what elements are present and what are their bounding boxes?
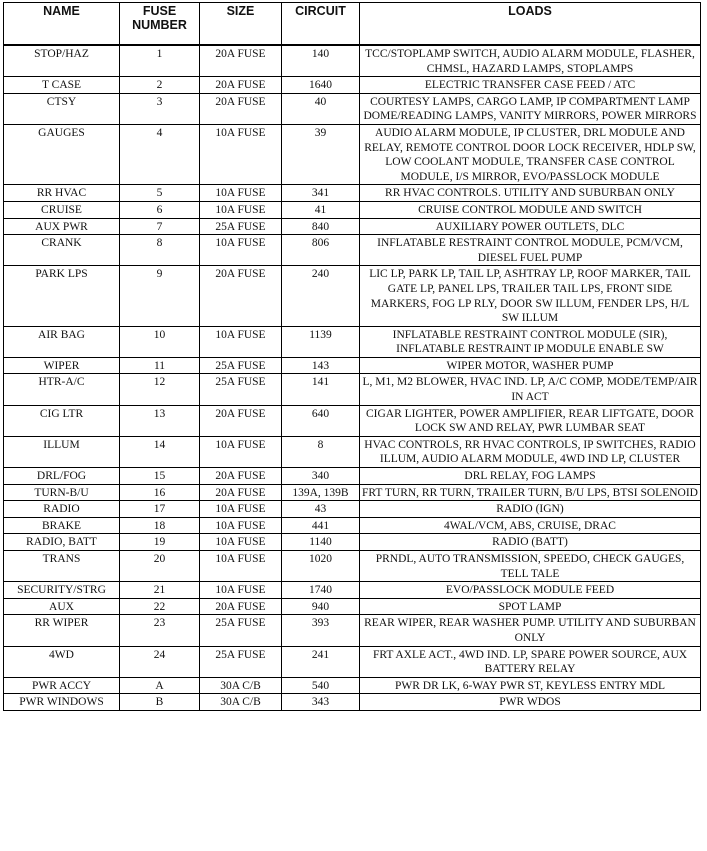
fuse-circuit-cell: 41 <box>282 201 360 218</box>
fuse-size-cell: 10A FUSE <box>200 124 282 184</box>
fuse-name-cell: PWR ACCY <box>4 677 120 694</box>
fuse-name-cell: CRUISE <box>4 201 120 218</box>
fuse-loads-cell: RR HVAC CONTROLS. UTILITY AND SUBURBAN ONLY <box>360 185 701 202</box>
fuse-circuit-cell: 340 <box>282 468 360 485</box>
fuse-name-cell: BRAKE <box>4 517 120 534</box>
fuse-name-cell: DRL/FOG <box>4 468 120 485</box>
table-row <box>4 201 701 218</box>
fuse-loads-cell: SPOT LAMP <box>360 598 701 615</box>
fuse-name-cell: TURN-B/U <box>4 484 120 501</box>
fuse-circuit-cell: 341 <box>282 185 360 202</box>
fuse-circuit-cell: 143 <box>282 357 360 374</box>
fuse-number-cell: 5 <box>120 185 200 202</box>
fuse-number-cell: 17 <box>120 501 200 518</box>
table-row <box>4 534 701 551</box>
fuse-size-cell: 20A FUSE <box>200 93 282 124</box>
fuse-circuit-cell: 241 <box>282 646 360 677</box>
fuse-name-cell: SECURITY/STRG <box>4 582 120 599</box>
fuse-number-cell: 16 <box>120 484 200 501</box>
fuse-number-cell: 4 <box>120 124 200 184</box>
fuse-number-cell: 19 <box>120 534 200 551</box>
table-row <box>4 374 701 405</box>
fuse-name-cell: PARK LPS <box>4 266 120 326</box>
fuse-circuit-cell: 40 <box>282 93 360 124</box>
table-row <box>4 405 701 436</box>
fuse-loads-cell: DRL RELAY, FOG LAMPS <box>360 468 701 485</box>
table-row <box>4 694 701 711</box>
table-row <box>4 124 701 184</box>
table-row <box>4 484 701 501</box>
table-row <box>4 93 701 124</box>
fuse-size-cell: 10A FUSE <box>200 517 282 534</box>
table-row <box>4 326 701 357</box>
fuse-number-cell: 24 <box>120 646 200 677</box>
fuse-name-cell: WIPER <box>4 357 120 374</box>
table-row <box>4 357 701 374</box>
fuse-loads-cell: PWR DR LK, 6-WAY PWR ST, KEYLESS ENTRY MDL <box>360 677 701 694</box>
fuse-circuit-cell: 141 <box>282 374 360 405</box>
fuse-name-cell: GAUGES <box>4 124 120 184</box>
fuse-circuit-cell: 1740 <box>282 582 360 599</box>
header-size: SIZE <box>200 3 282 46</box>
fuse-circuit-cell: 240 <box>282 266 360 326</box>
table-row <box>4 45 701 77</box>
fuse-number-cell: B <box>120 694 200 711</box>
fuse-name-cell: CTSY <box>4 93 120 124</box>
fuse-circuit-cell: 8 <box>282 436 360 467</box>
fuse-size-cell: 10A FUSE <box>200 436 282 467</box>
fuse-size-cell: 10A FUSE <box>200 582 282 599</box>
fuse-size-cell: 25A FUSE <box>200 357 282 374</box>
fuse-number-cell: 2 <box>120 77 200 94</box>
table-row <box>4 501 701 518</box>
fuse-name-cell: AUX PWR <box>4 218 120 235</box>
fuse-size-cell: 25A FUSE <box>200 218 282 235</box>
table-row <box>4 218 701 235</box>
fuse-name-cell: TRANS <box>4 551 120 582</box>
fuse-name-cell: STOP/HAZ <box>4 45 120 77</box>
table-row <box>4 77 701 94</box>
table-row <box>4 436 701 467</box>
fuse-loads-cell: EVO/PASSLOCK MODULE FEED <box>360 582 701 599</box>
fuse-name-cell: 4WD <box>4 646 120 677</box>
fuse-name-cell: RR HVAC <box>4 185 120 202</box>
fuse-number-cell: 22 <box>120 598 200 615</box>
fuse-number-cell: 3 <box>120 93 200 124</box>
fuse-loads-cell: RADIO (IGN) <box>360 501 701 518</box>
fuse-number-cell: 9 <box>120 266 200 326</box>
table-row <box>4 598 701 615</box>
fuse-loads-cell: ELECTRIC TRANSFER CASE FEED / ATC <box>360 77 701 94</box>
fuse-circuit-cell: 139A, 139B <box>282 484 360 501</box>
fuse-number-cell: 20 <box>120 551 200 582</box>
table-body <box>4 45 701 710</box>
header-circuit: CIRCUIT <box>282 3 360 46</box>
fuse-size-cell: 10A FUSE <box>200 326 282 357</box>
fuse-size-cell: 20A FUSE <box>200 77 282 94</box>
fuse-loads-cell: INFLATABLE RESTRAINT CONTROL MODULE (SIR), INFLATABLE RESTRAINT IP MODULE ENABLE SW <box>360 326 701 357</box>
fuse-name-cell: AIR BAG <box>4 326 120 357</box>
fuse-number-cell: 8 <box>120 235 200 266</box>
fuse-name-cell: T CASE <box>4 77 120 94</box>
fuse-number-cell: A <box>120 677 200 694</box>
fuse-size-cell: 30A C/B <box>200 694 282 711</box>
fuse-circuit-cell: 540 <box>282 677 360 694</box>
fuse-number-cell: 23 <box>120 615 200 646</box>
fuse-number-cell: 6 <box>120 201 200 218</box>
fuse-name-cell: RADIO <box>4 501 120 518</box>
fuse-loads-cell: HVAC CONTROLS, RR HVAC CONTROLS, IP SWITCHES, RADIO ILLUM, AUDIO ALARM MODULE, 4WD IND LP, CLUSTER <box>360 436 701 467</box>
fuse-name-cell: PWR WINDOWS <box>4 694 120 711</box>
header-row <box>4 3 701 46</box>
fuse-circuit-cell: 343 <box>282 694 360 711</box>
fuse-circuit-cell: 806 <box>282 235 360 266</box>
fuse-number-cell: 14 <box>120 436 200 467</box>
fuse-size-cell: 20A FUSE <box>200 484 282 501</box>
fuse-circuit-cell: 441 <box>282 517 360 534</box>
fuse-loads-cell: PWR WDOS <box>360 694 701 711</box>
fuse-loads-cell: CRUISE CONTROL MODULE AND SWITCH <box>360 201 701 218</box>
fuse-size-cell: 10A FUSE <box>200 551 282 582</box>
fuse-number-cell: 12 <box>120 374 200 405</box>
fuse-circuit-cell: 39 <box>282 124 360 184</box>
fuse-circuit-cell: 43 <box>282 501 360 518</box>
header-loads: LOADS <box>360 3 701 46</box>
fuse-size-cell: 25A FUSE <box>200 646 282 677</box>
table-row <box>4 185 701 202</box>
fuse-loads-cell: LIC LP, PARK LP, TAIL LP, ASHTRAY LP, ROOF MARKER, TAIL GATE LP, PANEL LPS, TRAILER TAIL LPS, FRONT SIDE MARKERS, FOG LP RLY, DOOR SW ILLUM, FENDER LPS, H/L SW ILLUM <box>360 266 701 326</box>
fuse-loads-cell: AUDIO ALARM MODULE, IP CLUSTER, DRL MODULE AND RELAY, REMOTE CONTROL DOOR LOCK RECEIVER, HDLP SW, LOW COOLANT MODULE, TRANSFER CASE CONTROL MODULE, I/S MIRROR, EVO/PASSLOCK MODULE <box>360 124 701 184</box>
fuse-number-cell: 7 <box>120 218 200 235</box>
table-row <box>4 677 701 694</box>
fuse-loads-cell: INFLATABLE RESTRAINT CONTROL MODULE, PCM/VCM, DIESEL FUEL PUMP <box>360 235 701 266</box>
fuse-number-cell: 15 <box>120 468 200 485</box>
fuse-loads-cell: FRT TURN, RR TURN, TRAILER TURN, B/U LPS, BTSI SOLENOID <box>360 484 701 501</box>
fuse-size-cell: 20A FUSE <box>200 45 282 77</box>
table-row <box>4 266 701 326</box>
header-name: NAME <box>4 3 120 46</box>
table-row <box>4 235 701 266</box>
table-row <box>4 646 701 677</box>
fuse-loads-cell: RADIO (BATT) <box>360 534 701 551</box>
fuse-loads-cell: PRNDL, AUTO TRANSMISSION, SPEEDO, CHECK GAUGES, TELL TALE <box>360 551 701 582</box>
fuse-loads-cell: AUXILIARY POWER OUTLETS, DLC <box>360 218 701 235</box>
header-fuse-number: FUSE NUMBER <box>120 3 200 46</box>
fuse-size-cell: 10A FUSE <box>200 185 282 202</box>
fuse-name-cell: RADIO, BATT <box>4 534 120 551</box>
fuse-table <box>3 2 701 711</box>
fuse-circuit-cell: 140 <box>282 45 360 77</box>
table-row <box>4 551 701 582</box>
fuse-number-cell: 1 <box>120 45 200 77</box>
fuse-loads-cell: CIGAR LIGHTER, POWER AMPLIFIER, REAR LIFTGATE, DOOR LOCK SW AND RELAY, PWR LUMBAR SEAT <box>360 405 701 436</box>
fuse-name-cell: CRANK <box>4 235 120 266</box>
fuse-circuit-cell: 1140 <box>282 534 360 551</box>
fuse-number-cell: 11 <box>120 357 200 374</box>
table-header <box>4 3 701 46</box>
fuse-name-cell: RR WIPER <box>4 615 120 646</box>
fuse-circuit-cell: 840 <box>282 218 360 235</box>
fuse-size-cell: 25A FUSE <box>200 374 282 405</box>
fuse-size-cell: 20A FUSE <box>200 598 282 615</box>
fuse-loads-cell: L, M1, M2 BLOWER, HVAC IND. LP, A/C COMP, MODE/TEMP/AIR IN ACT <box>360 374 701 405</box>
table-row <box>4 517 701 534</box>
fuse-number-cell: 21 <box>120 582 200 599</box>
fuse-size-cell: 20A FUSE <box>200 266 282 326</box>
fuse-name-cell: CIG LTR <box>4 405 120 436</box>
fuse-loads-cell: REAR WIPER, REAR WASHER PUMP. UTILITY AND SUBURBAN ONLY <box>360 615 701 646</box>
fuse-loads-cell: COURTESY LAMPS, CARGO LAMP, IP COMPARTMENT LAMP DOME/READING LAMPS, VANITY MIRRORS, POWER MIRRORS <box>360 93 701 124</box>
fuse-name-cell: HTR-A/C <box>4 374 120 405</box>
fuse-size-cell: 10A FUSE <box>200 201 282 218</box>
fuse-circuit-cell: 640 <box>282 405 360 436</box>
fuse-loads-cell: FRT AXLE ACT., 4WD IND. LP, SPARE POWER SOURCE, AUX BATTERY RELAY <box>360 646 701 677</box>
fuse-number-cell: 10 <box>120 326 200 357</box>
table-row <box>4 468 701 485</box>
table-row <box>4 615 701 646</box>
fuse-loads-cell: WIPER MOTOR, WASHER PUMP <box>360 357 701 374</box>
fuse-circuit-cell: 393 <box>282 615 360 646</box>
fuse-loads-cell: 4WAL/VCM, ABS, CRUISE, DRAC <box>360 517 701 534</box>
fuse-circuit-cell: 1640 <box>282 77 360 94</box>
fuse-circuit-cell: 1139 <box>282 326 360 357</box>
fuse-size-cell: 20A FUSE <box>200 468 282 485</box>
fuse-size-cell: 20A FUSE <box>200 405 282 436</box>
fuse-number-cell: 13 <box>120 405 200 436</box>
fuse-size-cell: 10A FUSE <box>200 534 282 551</box>
fuse-name-cell: ILLUM <box>4 436 120 467</box>
table-row <box>4 582 701 599</box>
fuse-size-cell: 25A FUSE <box>200 615 282 646</box>
fuse-circuit-cell: 1020 <box>282 551 360 582</box>
fuse-size-cell: 10A FUSE <box>200 501 282 518</box>
fuse-size-cell: 30A C/B <box>200 677 282 694</box>
fuse-number-cell: 18 <box>120 517 200 534</box>
fuse-name-cell: AUX <box>4 598 120 615</box>
fuse-loads-cell: TCC/STOPLAMP SWITCH, AUDIO ALARM MODULE, FLASHER, CHMSL, HAZARD LAMPS, STOPLAMPS <box>360 45 701 77</box>
fuse-circuit-cell: 940 <box>282 598 360 615</box>
fuse-size-cell: 10A FUSE <box>200 235 282 266</box>
